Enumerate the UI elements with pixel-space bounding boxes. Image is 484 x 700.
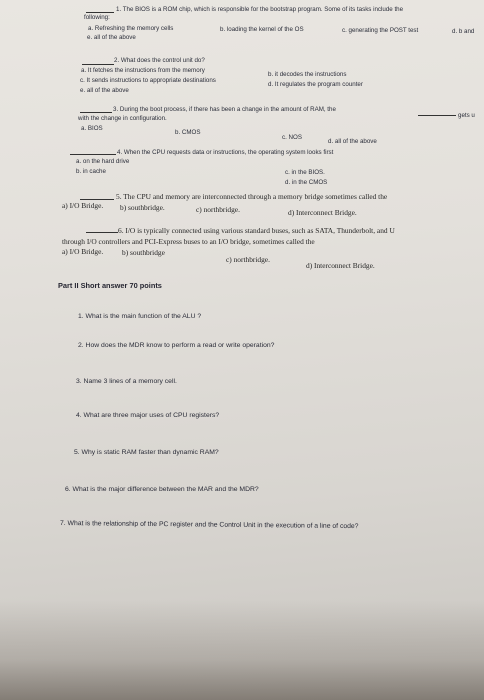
q6-stem-cont: through I/O controllers and PCI-Express buses to an I/O bridge, sometimes called the [62,237,315,246]
q3-option-a: a. BIOS [81,125,103,132]
answer-blank-1 [86,12,114,13]
q6-option-c: c) northbridge. [226,255,270,264]
part2-heading: Part II Short answer 70 points [58,281,162,290]
q3-stem-cont: with the change in configuration. [78,115,167,122]
q4-option-d: d. in the CMOS [285,179,328,186]
short-answer-question-3: 3. Name 3 lines of a memory cell. [76,378,177,385]
q3-stem-tail: gets u [458,112,475,119]
short-answer-question-7: 7. What is the relationship of the PC register and the Control Unit in the execution of a line of code? [59,520,359,531]
q1-option-d: d. b and [452,28,475,35]
q1-option-c: c. generating the POST test [342,27,419,34]
answer-blank-3b [418,115,456,116]
q3-option-b: b. CMOS [175,129,201,136]
q3-option-c: c. NOS [282,134,302,141]
q2-stem: 2. What does the control unit do? [114,57,205,64]
q6-option-a: a) I/O Bridge. [62,247,104,256]
q5-stem: 5. The CPU and memory are interconnected through a memory bridge sometimes called the [116,192,388,201]
short-answer-question-1: 1. What is the main function of the ALU ? [78,313,202,320]
q6-stem: 6. I/O is typically connected using various standard buses, such as SATA, Thunderbolt, and U [118,226,395,235]
q5-option-c: c) northbridge. [196,205,240,214]
q1-stem-cont: following: [84,14,110,21]
q1-option-e: e. all of the above [87,34,136,41]
q5-option-b: b) southbridge. [120,203,165,212]
q4-stem: 4. When the CPU requests data or instructions, the operating system looks first [117,149,334,156]
answer-blank-3 [80,112,112,113]
short-answer-question-4: 4. What are three major uses of CPU registers? [76,412,220,419]
short-answer-question-5: 5. Why is static RAM faster than dynamic RAM? [74,449,219,456]
answer-blank-2 [82,64,114,65]
q2-option-c: c. It sends instructions to appropriate destinations [80,77,216,84]
short-answer-question-6: 6. What is the major difference between the MAR and the MDR? [65,486,259,493]
q2-option-b: b. it decodes the instructions [268,71,347,78]
q1-option-b: b. loading the kernel of the OS [220,26,304,33]
q6-option-d: d) Interconnect Bridge. [306,261,375,270]
q4-option-c: c. in the BIOS. [285,169,325,176]
q2-option-a: a. It fetches the instructions from the memory [81,67,205,74]
answer-blank-5 [80,199,114,200]
answer-blank-6 [86,232,118,233]
short-answer-question-2: 2. How does the MDR know to perform a read or write operation? [78,342,275,349]
q3-option-d: d. all of the above [328,138,377,145]
q2-option-d: d. It regulates the program counter [268,81,363,88]
photo-shadow [0,600,484,700]
q1-option-a: a. Refreshing the memory cells [88,25,174,32]
q5-option-d: d) Interconnect Bridge. [288,208,357,217]
q6-option-b: b) southbridge [122,248,165,257]
q4-option-a: a. on the hard drive [76,158,130,165]
q4-option-b: b. in cache [76,168,106,175]
q3-stem: 3. During the boot process, if there has been a change in the amount of RAM, the [113,106,336,113]
q2-option-e: e. all of the above [80,87,129,94]
answer-blank-4 [70,154,116,155]
q5-option-a: a) I/O Bridge. [62,201,104,210]
q1-stem: 1. The BIOS is a ROM chip, which is responsible for the bootstrap program. Some of its tasks include the [116,6,404,13]
